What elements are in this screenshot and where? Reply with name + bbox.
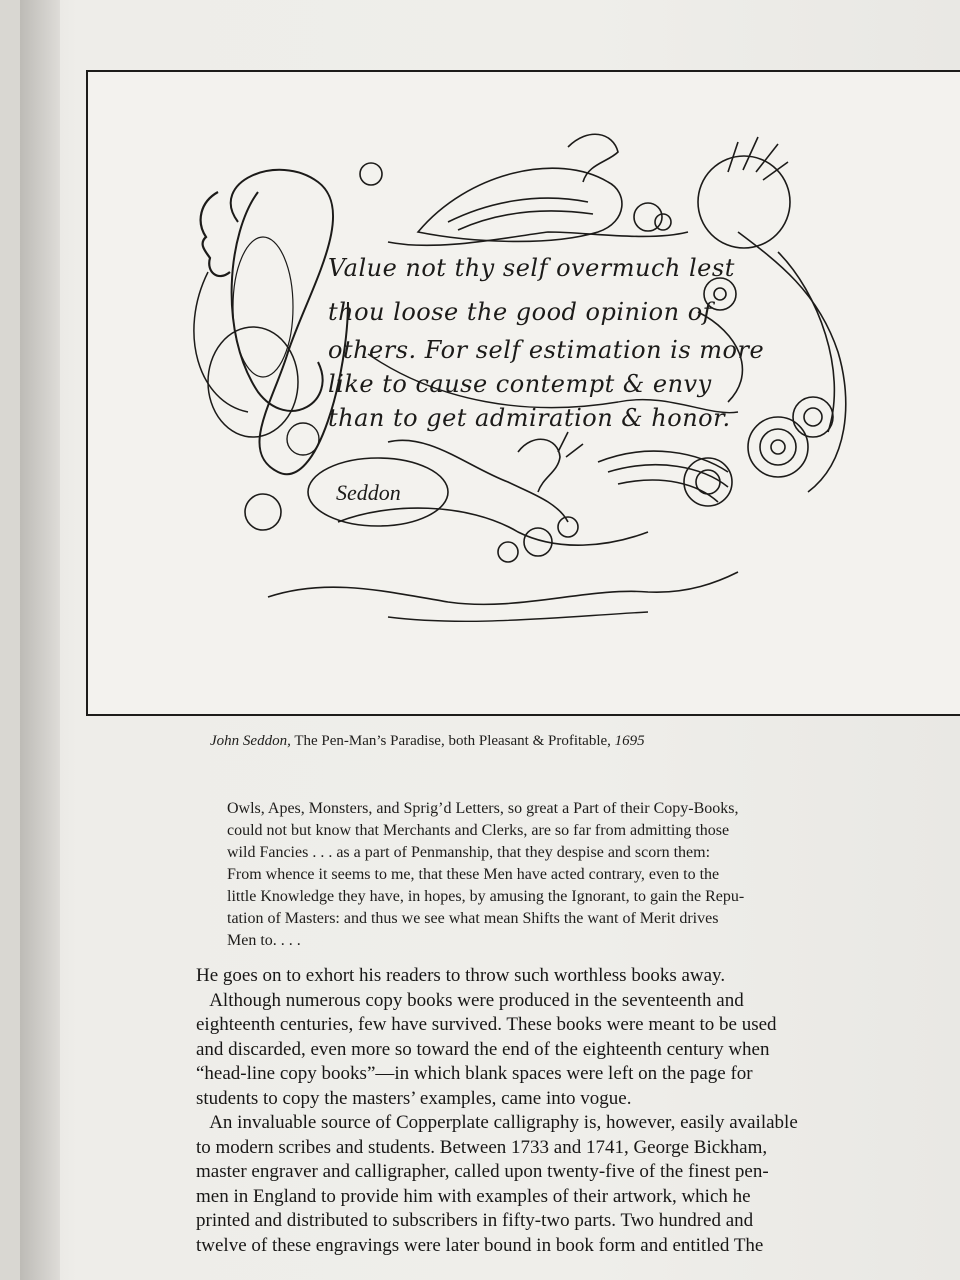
signature: Seddon [336, 480, 401, 505]
block-quote-line: little Knowledge they have, in hopes, by amusing the Ignorant, to gain the Repu- [227, 888, 745, 905]
quote-line-4: like to cause contempt & envy [328, 370, 712, 398]
body-line: eighteenth centuries, few have survived. These books were meant to be used [196, 1014, 777, 1035]
small-face-top [360, 163, 382, 185]
bird-top [388, 134, 688, 245]
body-line: “head-line copy books”—in which blank spaces were left on the page for [196, 1063, 753, 1084]
body-line: He goes on to exhort his readers to throw such worthless books away. [196, 965, 726, 986]
body-line: An invaluable source of Copperplate calligraphy is, however, easily available [196, 1112, 798, 1133]
small-head-bottom-left [245, 494, 281, 530]
caption-year: 1695 [614, 733, 645, 749]
block-quote [227, 798, 867, 952]
block-quote-line: tation of Masters: and thus we see what mean Shifts the want of Merit drives [227, 910, 719, 927]
body-line: printed and distributed to subscribers in fifty-two parts. Two hundred and [196, 1210, 754, 1231]
quote-line-5: than to get admiration & honor. [328, 404, 731, 432]
body-line: students to copy the masters’ examples, came into vogue. [196, 1087, 632, 1109]
block-quote-line: From whence it seems to me, that these Men have acted contrary, even to the [227, 866, 720, 883]
body-line: to modern scribes and students. Between 1733 and 1741, George Bickham, [196, 1136, 768, 1158]
quote-line-2: thou loose the good opinion of [328, 298, 713, 326]
caption-title: The Pen-Man’s Paradise, both Pleasant & Profitable, [294, 733, 611, 749]
block-quote-line: Men to. . . . [227, 932, 301, 949]
block-quote-line: wild Fancies . . . as a part of Penmanship, that they despise and scorn them: [227, 844, 711, 861]
caption-author: John Seddon, [210, 733, 291, 749]
block-quote-line: Owls, Apes, Monsters, and Sprig’d Letters, so great a Part of their Copy-Books, [227, 800, 739, 817]
body-line: Although numerous copy books were produced in the seventeenth and [196, 989, 744, 1011]
quote-line-1: Value not thy self overmuch lest [328, 254, 735, 282]
bottom-flourish [268, 572, 738, 604]
body-text [196, 964, 896, 1258]
quote-line-3: others. For self estimation is more [328, 336, 765, 364]
face-profile-left [201, 192, 230, 276]
body-line: men in England to provide him with examples of their artwork, which he [196, 1185, 751, 1207]
body-line: master engraver and calligrapher, called upon twenty-five of the finest pen- [196, 1161, 769, 1182]
calligraphy-illustration [86, 70, 960, 716]
book-gutter [20, 0, 60, 1280]
figure-caption [210, 733, 645, 750]
block-quote-line: could not but know that Merchants and Clerks, are so far from admitting those [227, 822, 730, 839]
body-line: and discarded, even more so toward the end of the eighteenth century when [196, 1038, 770, 1060]
body-line: twelve of these engravings were later bound in book form and entitled The [196, 1234, 764, 1256]
book-page [20, 0, 960, 1280]
